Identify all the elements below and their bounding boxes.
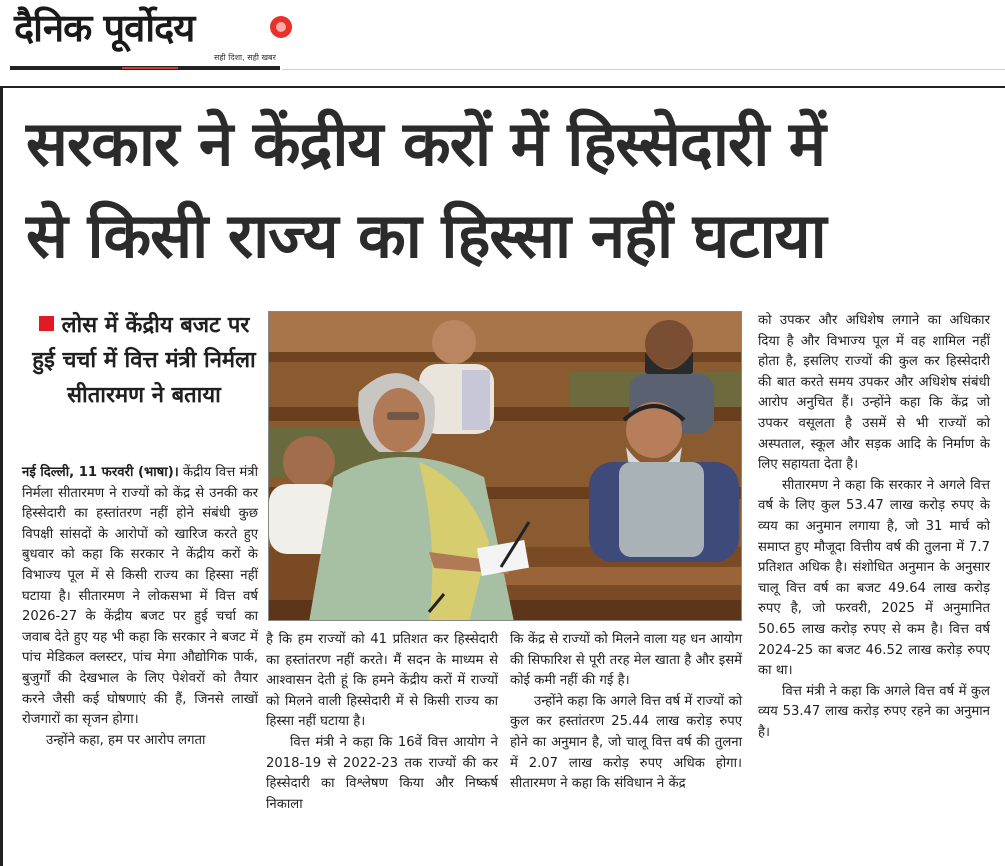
- article-column-4: [758, 311, 990, 743]
- article-column-1: [22, 463, 258, 751]
- article-deck: [26, 308, 262, 413]
- headline-line-2: से किसी राज्य का हिस्सा नहीं घटाया: [26, 199, 826, 272]
- column-4-paragraph-1: को उपकर और अधिशेष लगाने का अधिकार दिया है और विभाज्य पूल में वह शामिल नहीं होता है, इसलिए राज्यों की कुल कर हिस्सेदारी की बात करते समय उपकर और अधिशेष संबंधी आरोप अनुचित हैं। उन्होंने कहा कि केंद्र जो उपकर वसूलता है उसमें से भी राज्यों को अस्पताल, स्कूल और सड़क आदि के निर्माण के लिए सहायता देता है।: [758, 313, 990, 473]
- masthead-logo-dot-icon: [270, 16, 292, 38]
- column-1-paragraph-1-text: केंद्रीय वित्त मंत्री निर्मला सीतारमण ने राज्यों को केंद्र से उनकी कर हिस्सेदारी का हस्तांतरण नहीं होने संबंधी कुछ विपक्षी सांसदों के आरोपों को खारिज करते हुए बुधवार को कहा कि सरकार ने केंद्रीय करों के विभाज्य पूल में से किसी राज्य का हिस्सा नहीं घटाया है। सीतारमण ने लोकसभा में वित्त वर्ष 2026-27 के केंद्रीय बजट पर हुई चर्चा का जवाब देते हुए यह भी कहा कि सरकार ने बजट में पांच मेडिकल क्लस्टर, पांच मेगा औद्योगिक पार्क, बुजुर्गों की देखभाल के लिए पेशेवरों को तैयार करने जैसी कई घोषणाएं की हैं, जिनसे लाखों रोजगारों का सृजन होगा।: [22, 465, 258, 728]
- column-4-paragraph-3: वित्त मंत्री ने कहा कि अगले वित्त वर्ष में कुल व्यय 53.47 लाख करोड़ रुपए रहने का अनुमान है।: [758, 683, 990, 740]
- deck-text: लोस में केंद्रीय बजट पर हुई चर्चा में वित्त मंत्री निर्मला सीतारमण ने बताया: [32, 313, 256, 408]
- column-3-paragraph-2: उन्होंने कहा कि अगले वित्त वर्ष में राज्यों को कुल कर हस्तांतरण 25.44 लाख करोड़ रुपए होने का अनुमान है, जो चालू वित्त वर्ष की तुलना में 2.07 लाख करोड़ रुपए अधिक होगा। सीतारमण ने कहा कि संविधान ने केंद्र: [510, 693, 742, 792]
- lok-sabha-photo: [268, 311, 742, 621]
- column-2-paragraph-2: वित्त मंत्री ने कहा कि 16वें वित्त आयोग ने 2018-19 से 2022-23 तक राज्यों की कर हिस्सेदारी का विश्लेषण किया और निष्कर्ष निकाला: [266, 734, 498, 812]
- column-1-paragraph-1: [22, 463, 258, 731]
- newspaper-tagline: सही दिशा, सही खबर: [214, 53, 276, 62]
- column-2-paragraph-1: है कि हम राज्यों को 41 प्रतिशत कर हिस्सेदारी का हस्तांतरण नहीं करते। मैं सदन के माध्यम से आश्वासन देती हूं कि हमने केंद्रीय करों में राज्यों को मिलने वाली हिस्सेदारी में से किसी राज्य का हिस्सा नहीं घटाया है।: [266, 632, 498, 730]
- article-column-3: [510, 630, 742, 795]
- masthead: [14, 6, 284, 68]
- headline-line-1: सरकार ने केंद्रीय करों में हिस्सेदारी में: [26, 107, 825, 180]
- dateline: नई दिल्ली, 11 फरवरी (भाषा)।: [22, 465, 179, 480]
- masthead-red-accent: [122, 67, 178, 69]
- top-rule-divider: [282, 69, 1005, 70]
- article-headline: [26, 98, 986, 282]
- column-4-paragraph-2: सीतारमण ने कहा कि सरकार ने अगले वित्त वर्ष के लिए कुल 53.47 लाख करोड़ रुपए के व्यय का अनुमान लगाया है, जो 31 मार्च को समाप्त हुए मौजूदा वित्तीय वर्ष की तुलना में 7.7 प्रतिशत अधिक है। संशोधित अनुमान के अनुसार चालू वित्त वर्ष का बजट 49.64 लाख करोड़ रुपए है, जो फरवरी, 2025 में अनुमानित 50.65 लाख करोड़ रुपए से कम है। वित्त वर्ष 2024-25 का बजट 46.52 लाख करोड़ रुपए का था।: [758, 477, 990, 679]
- deck-bullet-icon: [39, 316, 54, 331]
- article-column-2: [266, 630, 498, 815]
- column-1-paragraph-2: उन्होंने कहा, हम पर आरोप लगता: [46, 732, 206, 748]
- newspaper-title: दैनिक पूर्वोदय: [14, 5, 195, 50]
- column-3-paragraph-1: कि केंद्र से राज्यों को मिलने वाला यह धन आयोग की सिफारिश से पूरी तरह मेल खाता है और इसमें कोई कमी नहीं की गई है।: [510, 632, 742, 689]
